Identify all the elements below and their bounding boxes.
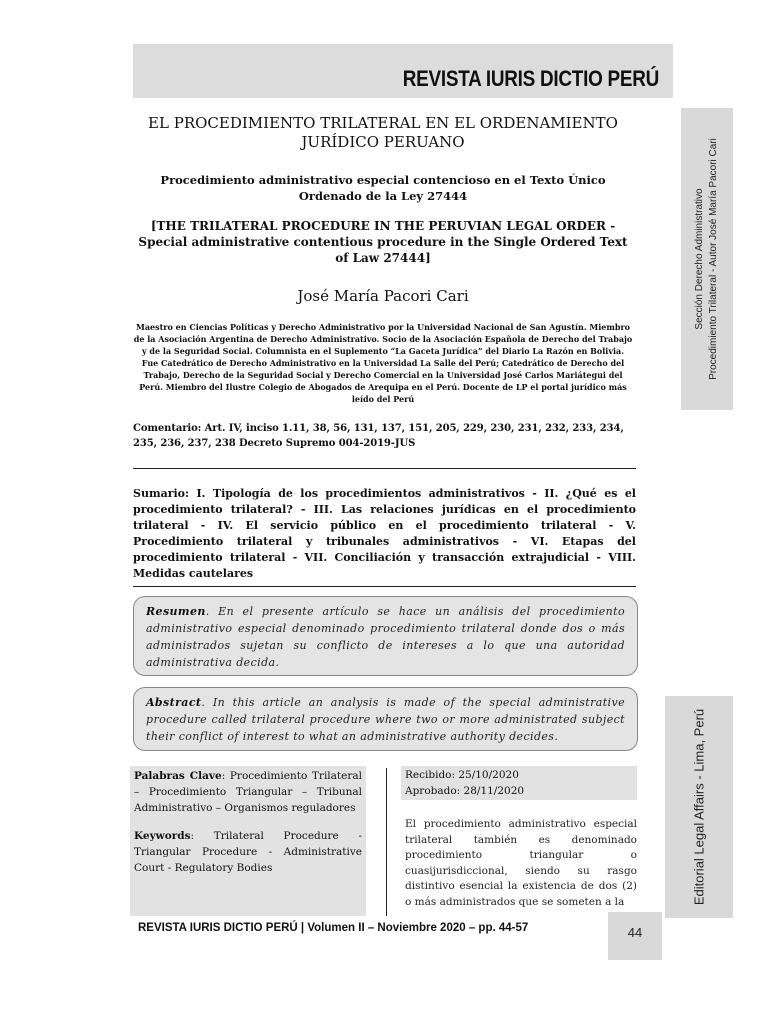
section-side-tab <box>681 108 733 410</box>
received-date: Recibido: 25/10/2020 <box>405 769 519 781</box>
article-author: José María Pacori Cari <box>297 287 469 305</box>
keywords-box <box>130 766 366 916</box>
keywords-en-text: : Trilateral Procedure - Triangular Procedure - Administrative Court - Regulatory Bodies <box>134 830 362 874</box>
journal-title: REVISTA IURIS DICTIO PERÚ <box>402 66 659 91</box>
keywords-es-label: Palabras Clave <box>134 770 222 782</box>
footer-citation: REVISTA IURIS DICTIO PERÚ | Volumen II – Noviembre 2020 – pp. 44-57 <box>138 922 529 934</box>
keywords-es <box>134 768 362 816</box>
author-affiliation: Maestro en Ciencias Políticas y Derecho Administrativo por la Universidad Nacional de San Agustín. Miembro de la Asociación Argentina de Derecho Administrativo. Socio de la Asociación Española de Derecho del Trabajo y de la Seguridad Social. Columnista en el Suplemento “La Gaceta Jurídica” del Diario La Razón en Bolivia. Fue Catedrático de Derecho Administrativo en la Universidad La Salle del Perú; Catedrático de Derecho del Trabajo, Derecho de la Seguridad Social y Derecho Comercial en la Universidad José Carlos Mariátegui del Perú. Miembro del Ilustre Colegio de Abogados de Arequipa en el Perú. Docente de LP el portal jurídico más leído del Perú <box>133 322 633 404</box>
article-english-title: [THE TRILATERAL PROCEDURE IN THE PERUVIAN LEGAL ORDER - Special administrative contentious procedure in the Single Ordered Text of Law 27444] <box>138 219 628 265</box>
body-paragraph: El procedimiento administrativo especial trilateral también es denominado procedimiento triangular o cuasijurisdiccional, siendo su rasgo distintivo esencial la existencia de dos (2) o más administrados que se someten a la <box>405 818 637 908</box>
keywords-en <box>134 828 362 876</box>
article-subtitle: Procedimiento administrativo especial contencioso en el Texto Único Ordenado de la Ley 27444 <box>160 173 606 203</box>
section-side-tab-text <box>693 138 721 380</box>
resumen-label: Resumen <box>146 605 206 618</box>
commentary-references: Comentario: Art. IV, inciso 1.11, 38, 56, 131, 137, 151, 205, 229, 230, 231, 232, 233, 234, 235, 236, 237, 238 Decreto Supremo 004-2019-JUS <box>133 423 624 449</box>
resumen-box <box>133 596 638 676</box>
article-summary: Sumario: I. Tipología de los procedimientos administrativos - II. ¿Qué es el procedimiento trilateral? - III. Las relaciones jurídicas en el procedimiento trilateral - IV. El servicio público en el procedimiento trilateral - V. Procedimiento trilateral y tribunales administrativos - VI. Etapas del procedimiento trilateral - VII. Conciliación y transacción extrajudicial - VIII. Medidas cautelares <box>133 487 636 580</box>
article-title: EL PROCEDIMIENTO TRILATERAL EN EL ORDENAMIENTO JURÍDICO PERUANO <box>148 114 618 151</box>
divider-top <box>133 468 636 469</box>
resumen-text: . En el presente artículo se hace un análisis del procedimiento administrativo especial denominado procedimiento trilateral donde dos o más administrados sujetan su conflicto de intereses a lo que una autoridad administrativa decida. <box>146 605 625 669</box>
keywords-es-text: : Procedimiento Trilateral – Procedimiento Triangular – Tribunal Administrativo – Organismos reguladores <box>134 770 362 814</box>
publisher-label: Editorial Legal Affairs - Lima, Perú <box>691 708 707 906</box>
article-author-label: Procedimiento Trilateral - Autor José María Pacori Cari <box>708 138 719 380</box>
approved-date: Aprobado: 28/11/2020 <box>405 785 525 797</box>
journal-header-band <box>133 44 673 98</box>
abstract-box <box>133 687 638 751</box>
page-number: 44 <box>608 912 662 960</box>
divider-bottom <box>133 586 636 587</box>
dates-box <box>401 766 637 800</box>
publisher-side-tab <box>665 696 733 918</box>
column-divider <box>386 768 387 916</box>
section-label: Sección Derecho Administrativo <box>694 188 705 330</box>
keywords-en-label: Keywords <box>134 830 191 842</box>
abstract-text: . In this article an analysis is made of the special administrative procedure called trilateral procedure where two or more administrated subject their conflict of interest to what an administrative authority decides. <box>146 696 625 743</box>
abstract-label: Abstract <box>146 696 202 709</box>
